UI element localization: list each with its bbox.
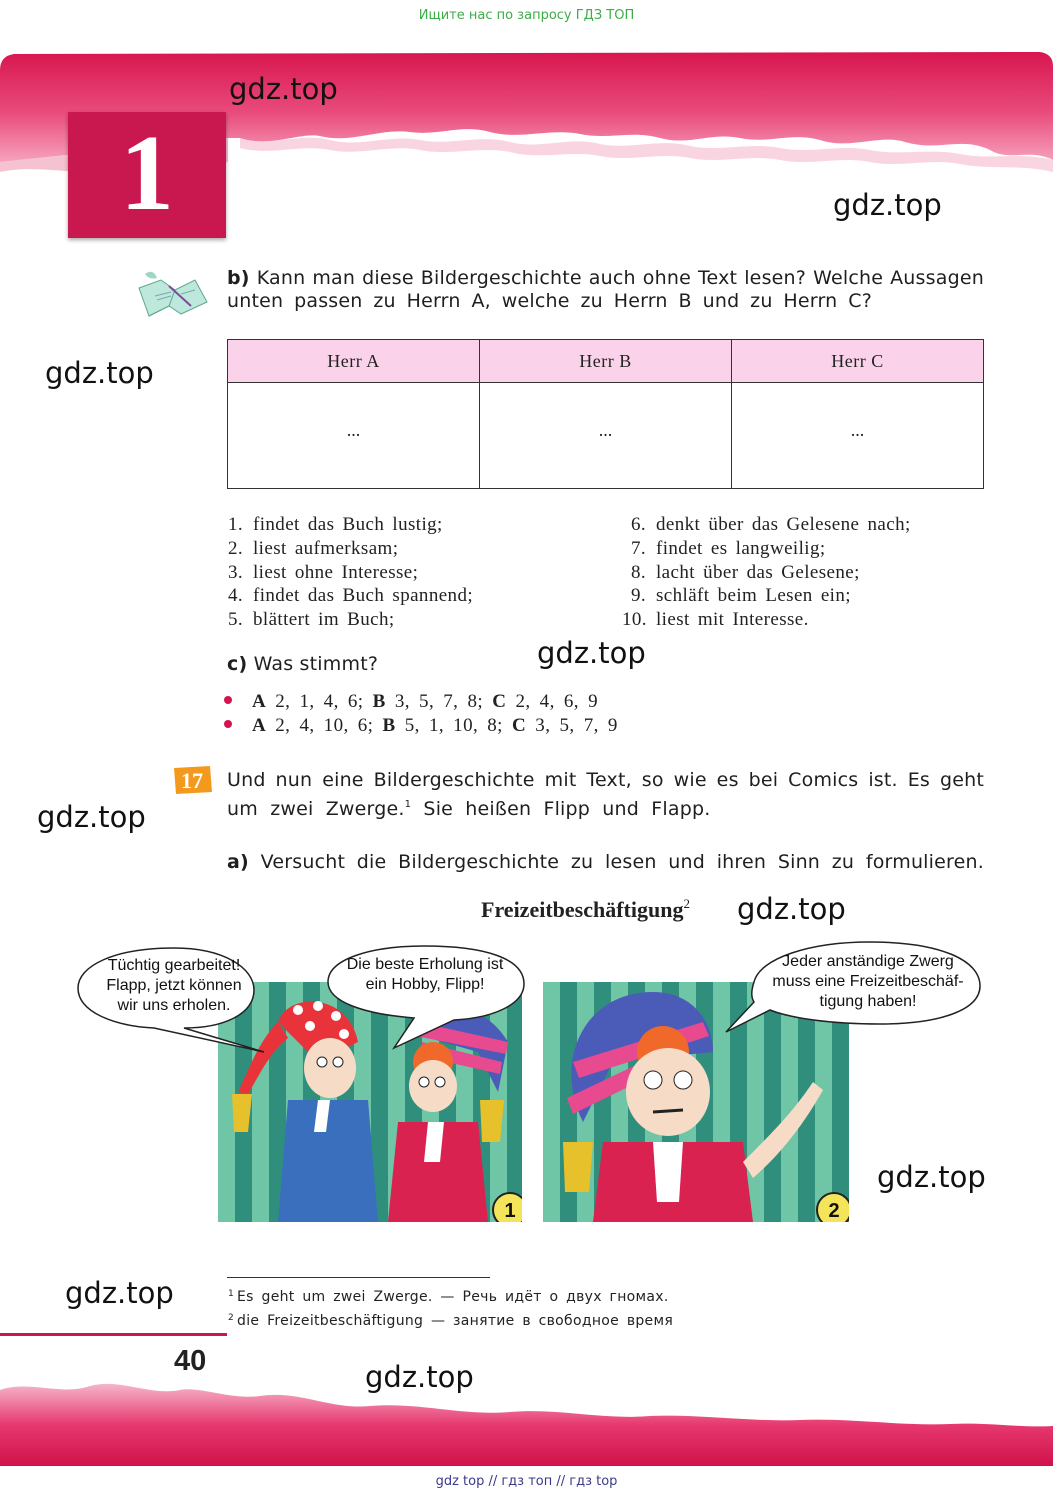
panel-2-number: 2 <box>828 1200 840 1222</box>
table-header-herr-a: Herr A <box>228 340 480 383</box>
list-item: 7. findet es langweilig; <box>631 537 826 559</box>
table-cell-herr-a: ... <box>228 383 480 489</box>
task-c-text: Was stimmt? <box>253 653 379 675</box>
watermark: gdz.top <box>737 892 846 926</box>
bottom-banner <box>0 1468 1053 1500</box>
watermark: gdz.top <box>833 188 942 222</box>
open-book-icon <box>135 266 210 321</box>
task-b-line1 <box>227 267 984 291</box>
exercise17-task-a <box>227 851 984 875</box>
panel-1-number: 1 <box>504 1200 516 1222</box>
speech-bubble-2: Die beste Erholung ist ein Hobby, Flipp! <box>346 956 504 993</box>
bottom-banner-text: gdz top // гдз топ // гдз top <box>435 1474 618 1489</box>
watermark: gdz.top <box>37 800 146 834</box>
bullet-icon <box>224 720 232 728</box>
footnote-divider <box>227 1277 490 1278</box>
top-banner-text: Ищите нас по запросу ГДЗ ТОП <box>418 8 635 23</box>
footer-wave <box>0 1370 1053 1470</box>
bullet-icon <box>224 696 232 704</box>
list-item: 9. schläft beim Lesen ein; <box>631 585 851 607</box>
task-b-text: Kann man diese Bildergeschichte auch ohne Text lesen? Welche Aussagen <box>256 267 984 289</box>
table-header-herr-c: Herr C <box>732 340 984 383</box>
list-item: 10. liest mit Interesse. <box>622 609 809 631</box>
exercise17-line1: Und nun eine Bildergeschichte mit Text, so wie es bei Comics ist. Es geht <box>227 769 984 791</box>
chapter-number: 1 <box>120 114 174 233</box>
table-header-herr-b: Herr B <box>480 340 732 383</box>
chapter-number-box <box>68 112 226 238</box>
answer-option-1[interactable]: A 2, 1, 4, 6; B 3, 5, 7, 8; C 2, 4, 6, 9 <box>224 690 618 714</box>
task-c-label: c) <box>227 653 248 675</box>
watermark: gdz.top <box>229 72 338 106</box>
task-a-label: a) <box>227 851 249 873</box>
speech-bubble-1: Tüchtig gearbeitet! Flapp, jetzt können wir uns erholen. <box>106 957 242 1014</box>
page-number: 40 <box>174 1345 207 1377</box>
exercise-number-badge <box>170 764 214 796</box>
task-b-line2: unten passen zu Herrn A, welche zu Herrn B und zu Herrn C? <box>227 290 872 312</box>
statements-right <box>622 513 911 632</box>
comic-title: Freizeitbeschäftigung$^2$ <box>481 896 690 922</box>
speech-bubble-3: Jeder anständige Zwerg muss eine Freizeitbeschäf- tigung haben! <box>772 953 964 1010</box>
statements-left <box>228 513 473 632</box>
watermark: gdz.top <box>65 1276 174 1310</box>
assignment-table <box>227 339 984 489</box>
task-c <box>227 653 527 677</box>
list-item: 3. liest ohne Interesse; <box>228 561 419 583</box>
footnote-1: $^1$ Es geht um zwei Zwerge. — Речь идёт о двух гномах. <box>228 1289 669 1305</box>
top-banner <box>0 0 1053 34</box>
list-item: 8. lacht über das Gelesene; <box>631 561 860 583</box>
list-item: 6. denkt über das Gelesene nach; <box>631 514 911 535</box>
footnotes <box>228 1284 673 1332</box>
list-item: 4. findet das Buch spannend; <box>228 585 474 607</box>
list-item: 1. findet das Buch lustig; <box>228 514 443 535</box>
task-b-label: b) <box>227 267 250 289</box>
answer-option-2[interactable]: A 2, 4, 10, 6; B 5, 1, 10, 8; C 3, 5, 7, 9 <box>224 714 618 738</box>
page-number-rule <box>0 1333 227 1336</box>
watermark: gdz.top <box>877 1160 986 1194</box>
list-item: 5. blättert im Buch; <box>228 609 395 631</box>
footnote-2: $^2$ die Freizeitbeschäftigung — занятие в свободное время <box>228 1313 674 1329</box>
exercise-number: 17 <box>181 768 203 793</box>
textbook-page <box>0 34 1053 1467</box>
watermark: gdz.top <box>365 1360 474 1394</box>
exercise17-line2: um zwei Zwerge.$^1$ Sie heißen Flipp und Flapp. <box>227 798 711 820</box>
watermark: gdz.top <box>45 356 154 390</box>
task-a-text: Versucht die Bildergeschichte zu lesen und ihren Sinn zu formulieren. <box>260 851 984 873</box>
answer-options <box>224 690 618 737</box>
watermark: gdz.top <box>537 636 646 670</box>
table-cell-herr-b: ... <box>480 383 732 489</box>
table-cell-herr-c: ... <box>732 383 984 489</box>
list-item: 2. liest aufmerksam; <box>228 537 399 559</box>
